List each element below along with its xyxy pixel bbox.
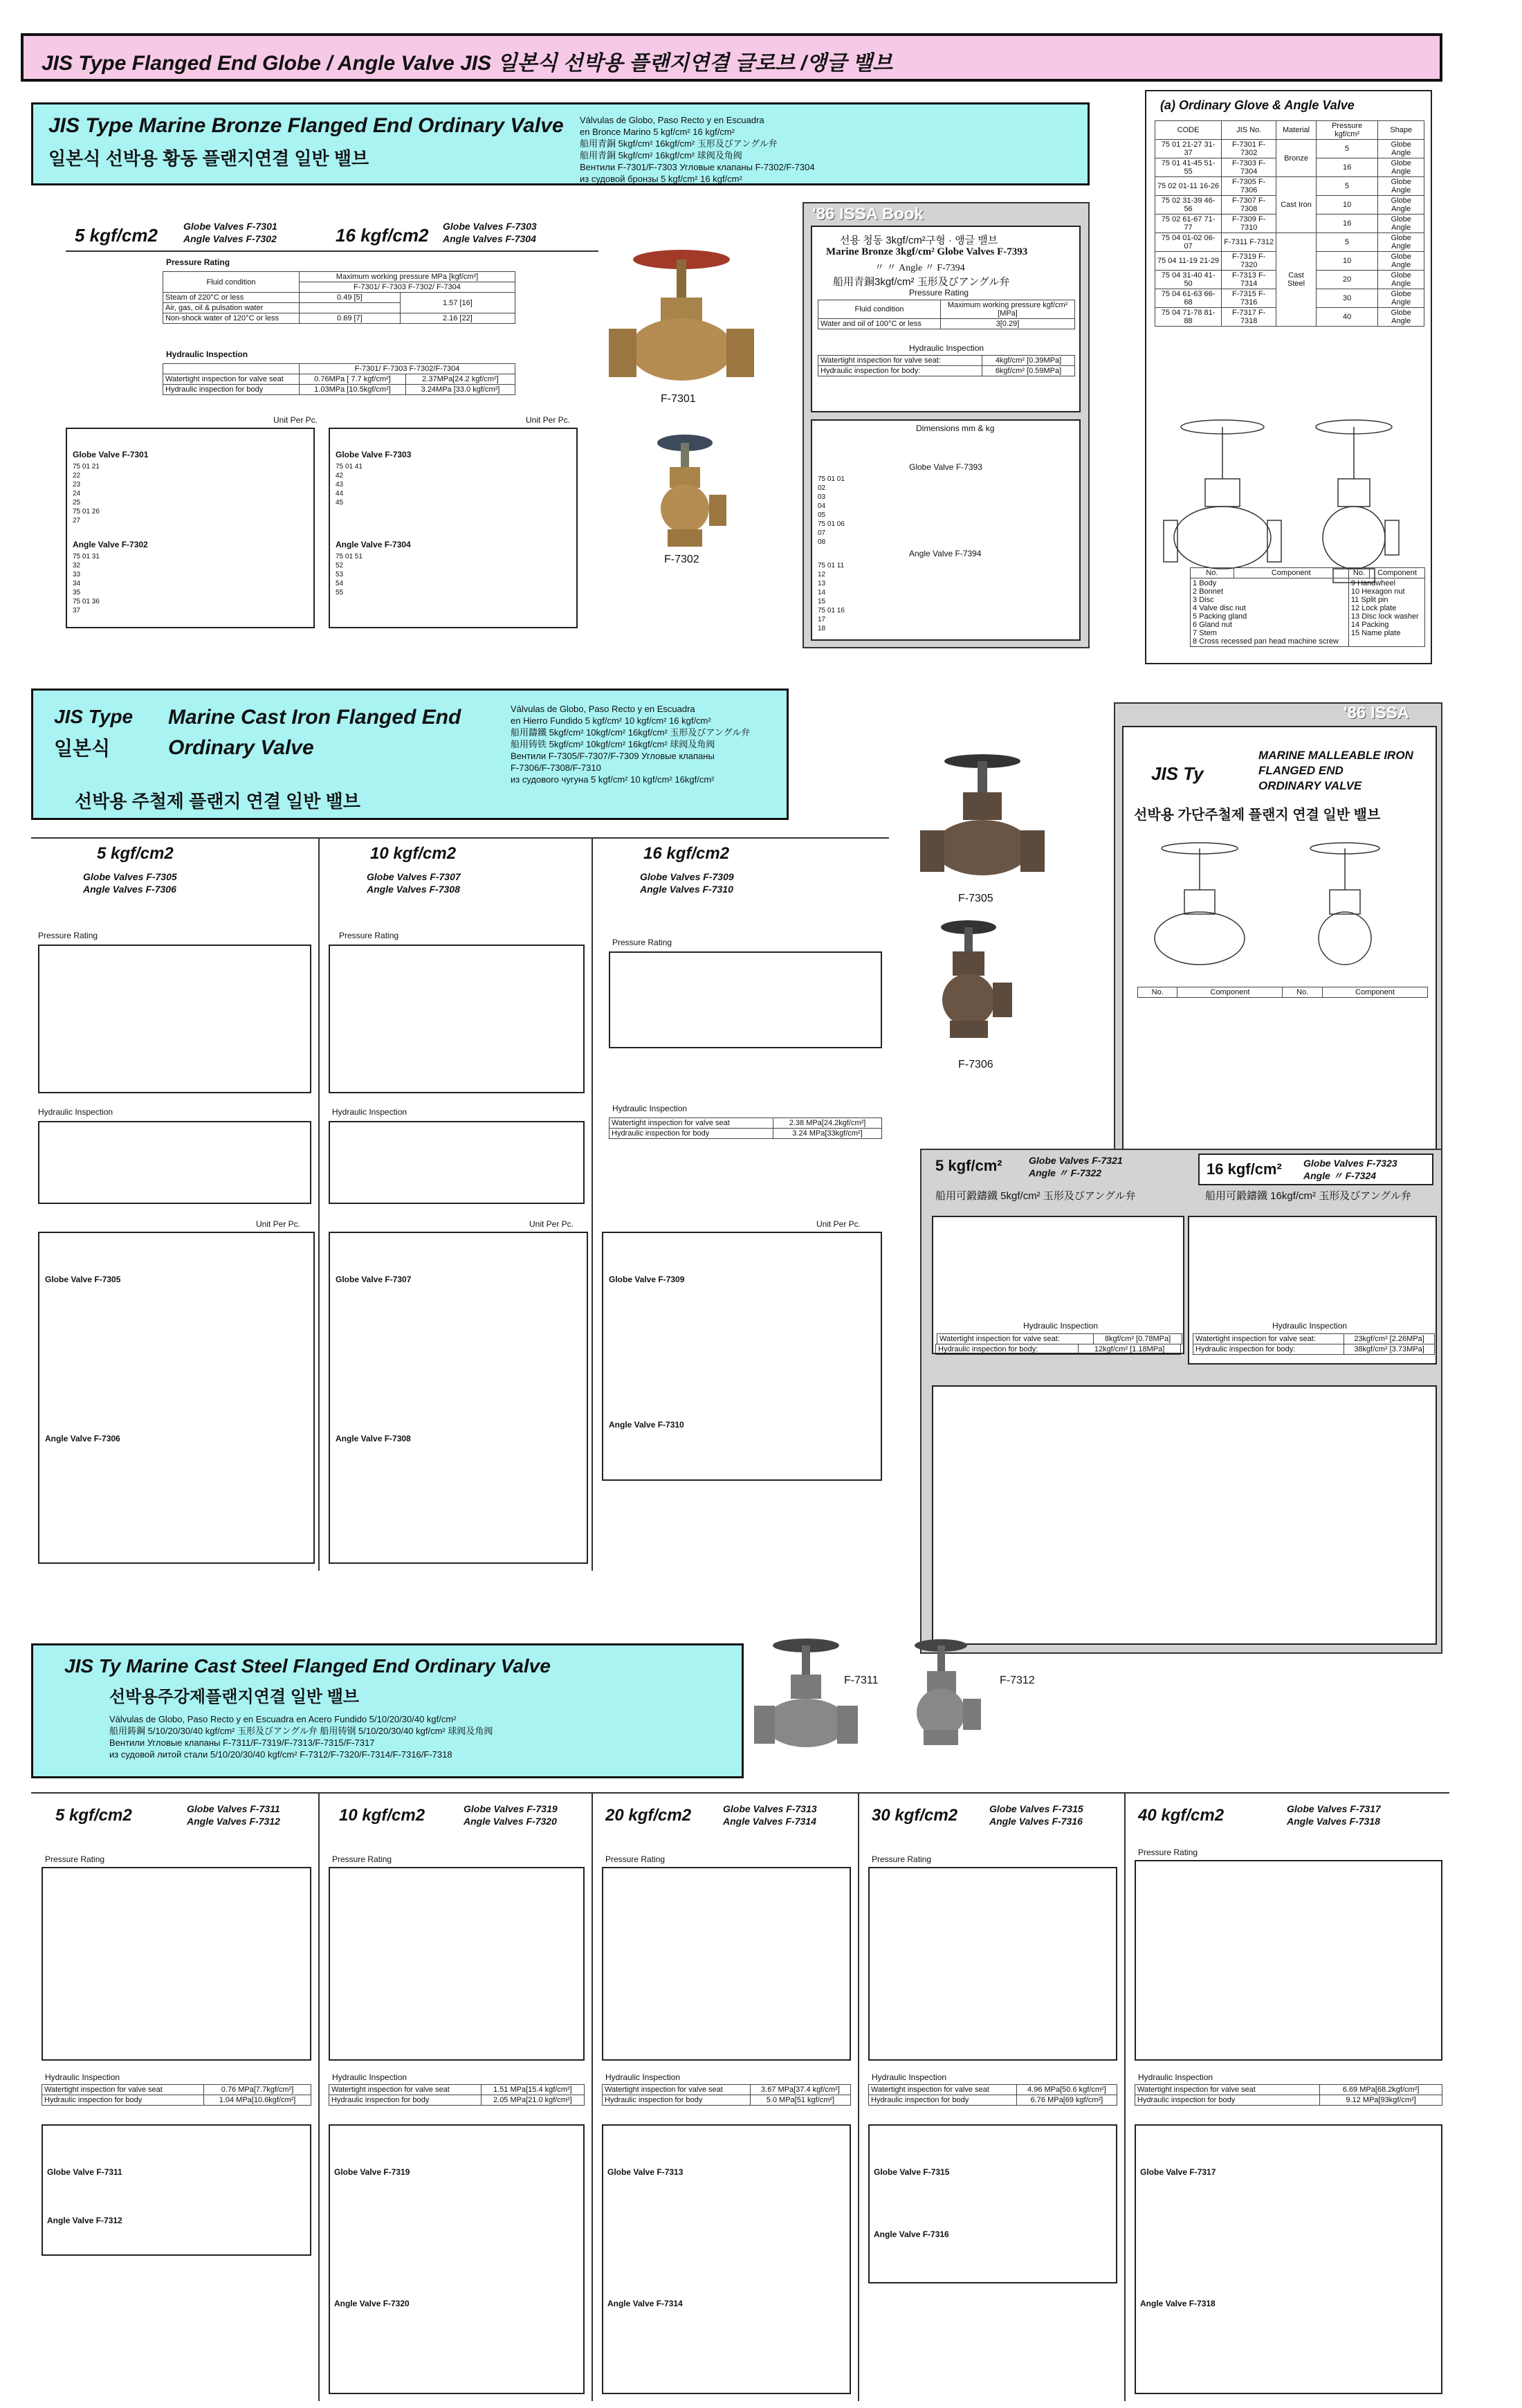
malleable-5-body: Hydraulic inspection for body: 12kgf/cm² [1.18MPa] (935, 1344, 1181, 1355)
bronze-hydraulic-table: F-7301/ F-7303 F-7302/F-7304 Watertight inspection for valve seat 0.76MPa [ 7.7 kgf/cm²] 2.37MPa[24.2 kgf/cm²] Hydraulic inspection for body 1.03MPa [10.5kgf/cm²] 3.24MPa [33.0 kgf/cm²] (163, 363, 515, 395)
castiron-16-pressure-table (609, 951, 882, 1048)
ordinary-parts-table: No. Component No. Component 1 Body 2 Bonnet 3 Disc 4 Valve disc nut 5 Packing gland 6 Gland nut 7 Stem 8 Cross recessed pan head machine screw 9 Handwheel 10 Hexagon nut 11 Split pin 12 Lock plate 13 Disc lock washer 14 Packing 15 Name plate (1190, 567, 1425, 647)
bronze-title: JIS Type Marine Bronze Flanged End Ordinary Valve (48, 114, 564, 137)
castiron-10-valves: Globe Valves F-7307 Angle Valves F-7308 (367, 871, 461, 895)
page-banner (21, 33, 1442, 82)
bronze-16-label: 16 kgf/cm2 (336, 225, 429, 246)
castiron-5-valves: Globe Valves F-7305 Angle Valves F-7306 (83, 871, 177, 895)
castiron-10-dim-table: Globe Valve F-7307 Angle Valve F-7308 (329, 1232, 588, 1564)
castiron-16-valves: Globe Valves F-7309 Angle Valves F-7310 (640, 871, 734, 895)
castiron-5-hydraulic-table (38, 1121, 311, 1204)
malleable-drawings (1137, 834, 1428, 973)
caststeel-header: JIS Ty Marine Cast Steel Flanged End Ordinary Valve 선박용주강제플랜지연결 일반 밸브 Válvulas de Globo, Paso Recto y en Escuadra en Acero Fundido 5/10/20/30/40 kgf/cm² 船用鋳鋼 5/10/20/30/40 kgf/cm² 玉形及びアングル弁 船用铸钢 5/10/20/30/40 kgf/cm² 球阀及角阀 Вентили Угловые клапаны F-7311/F-7319/F-7313/F-7315/F-7317 из судовой литой стали 5/10/20/30/40 kgf/cm² F-7312/F-7320/F-7314/F-7316/F-7318 (31, 1643, 744, 1778)
ordinary-valve-panel: (a) Ordinary Glove & Angle Valve CODE JIS No. Material Pressure kgf/cm² Shape 75 01 21-27 31-37 F-7301 F-7302 Bronze 5 Globe Angle 75 01 41-45 51-55 F-7303 F-7304 16 Globe Angle 75 02 01-11 16-26 F-7305 F-7306 Cast Iron 5 Globe Angle 75 02 31-39 46-56 F-7307 F-7308 10 Globe Angle 75 02 61-67 71-77 F-7309 F-7310 16 Globe Angle 75 04 01-02 06-07 F-7311 F-7312 Cast Steel 5 Globe Angle 75 04 11-19 21-29 F-7319 F-7320 10 Globe Angle 75 04 31-40 41-50 F-7313 F-7314 20 Globe Angle 75 04 61-63 66-68 F-7315 F-7316 30 Globe Angle 75 04 71-78 81-88 F-7317 F-7318 40 Globe Angle (1145, 90, 1432, 664)
castiron-globe-valve-image (913, 747, 1052, 886)
bronze-pressure-table: Fluid condition Maximum working pressure MPa [kgf/cm²] F-7301/ F-7303 F-7302/ F-7304 Steam of 220°C or less 0.49 [5] 1.57 [16] Air, gas, oil & pulsation water Non-shock water of 120°C or less 0.69 [7] 2.16 [22] (163, 271, 515, 324)
malleable-data-panel: 5 kgf/cm² Globe Valves F-7321 Angle 〃 F-7322 船用可鍛鑄鐵 5kgf/cm² 玉形及びアングル弁 16 kgf/cm² Globe Valves F-7323 Angle 〃 F-7324 船用可鍛鑄鐵 16kgf/cm² 玉形及びアングル弁 Hydraulic Inspection Watertight inspection for valve seat: 8kgf/cm² [0.78MPa] Hydraulic inspection for body: 12kgf/cm² [1.18MPa] Hydraulic Inspection Watertight inspection for valve seat: 23kgf/cm² [2.26MPa] Hydraulic inspection for body: 38kgf/cm² [3.73MPa] (920, 1149, 1442, 1654)
castiron-5-pressure-table (38, 945, 311, 1093)
bronze-fig2: F-7302 (664, 554, 699, 565)
castiron-16-dim-table: Globe Valve F-7309 Angle Valve F-7310 (602, 1232, 882, 1481)
bronze-5-label: 5 kgf/cm2 (75, 225, 158, 246)
castiron-16-label: 16 kgf/cm2 (643, 844, 730, 863)
bronze-korean: 일본식 선박용 황동 플랜지연결 일반 밸브 (48, 148, 369, 169)
page-title: JIS Type Flanged End Globe / Angle Valve JIS 일본식 선박용 플랜지연결 글로브 /앵글 밸브 (42, 52, 893, 75)
bronze-globe-valve-image (595, 239, 768, 398)
caststeel-angle-valve-image (899, 1633, 989, 1751)
bronze-pressure-rating: Pressure Rating (166, 257, 230, 267)
bronze-hydraulic-label: Hydraulic Inspection (166, 349, 248, 359)
castiron-10-pressure-table (329, 945, 585, 1093)
castiron-16-hydraulic-table: Watertight inspection for valve seat 2.38 MPa[24.2kgf/cm²] Hydraulic inspection for body 3.24 MPa[33kgf/cm²] (609, 1118, 882, 1139)
bronze-unit-left: Unit Per Pc. (273, 415, 318, 425)
bronze-dim-table-5: Globe Valve F-7301 Angle Valve F-7302 75 01 21 22 23 24 25 75 01 26 27 75 01 31 32 33 34 35 75 01 36 37 (66, 428, 315, 628)
bronze-16-valves: Globe Valves F-7303 Angle Valves F-7304 (443, 221, 537, 244)
castiron-angle-valve-image (924, 913, 1020, 1045)
malleable-panel: '86 ISSA JIS Ty MARINE MALLEABLE IRON FLANGED END ORDINARY VALVE 선박용 가단주철제 플랜지 연결 일반 밸브 No. Component No. Component (1114, 702, 1442, 1162)
castiron-10-label: 10 kgf/cm2 (370, 844, 457, 863)
issa-bronze-panel: '86 ISSA Book 선용 청동 3kgf/cm²구형 · 앵글 밸브 Marine Bronze 3kgf/cm² Globe Valves F-7393 〃 〃 Angle 〃 F-7394 船用青銅3kgf/cm² 玉形及びアングル弁 Pressure Rating Fluid condition Maximum working pressure kgf/cm² [MPa] Water and oil of 100°C or less 3[0.29] Hydraulic Inspection Watertight inspection for valve seat: 4kgf/cm² [0.39MPa] Hydraulic inspection for body: 6kgf/cm² [0.59MPa] Dimensions mm & kg Globe Valve F-7393 Angle Valve F-7394 75 01 01 02 03 04 05 75 01 06 07 08 75 01 11 12 13 14 15 75 01 16 17 18 (803, 202, 1090, 648)
bronze-fig1: F-7301 (661, 393, 696, 405)
bronze-header (31, 102, 1090, 185)
castiron-5-label: 5 kgf/cm2 (97, 844, 174, 863)
bronze-angle-valve-image (643, 426, 733, 550)
castiron-header: JIS Type Marine Cast Iron Flanged End 일본식 Ordinary Valve 선박용 주철제 플랜지 연결 일반 밸브 Válvulas de Globo, Paso Recto y en Escuadra en Hierro Fundido 5 kgf/cm² 10 kgf/cm² 16 kgf/cm² 船用鑄鐵 5kgf/cm² 10kgf/cm² 16kgf/cm² 玉形及びアングル弁 船用铸铁 5kgf/cm² 10kgf/cm² 16kgf/cm² 球阀及角阀 Вентили F-7305/F-7307/F-7309 Угловые клапаны F-7306/F-7308/F-7310 из судового чугуна 5 kgf/cm² 10 kgf/cm² 16kgf/cm² (31, 688, 789, 820)
ordinary-table: CODE JIS No. Material Pressure kgf/cm² Shape 75 01 21-27 31-37 F-7301 F-7302 Bronze 5 Globe Angle 75 01 41-45 51-55 F-7303 F-7304 16 Globe Angle 75 02 01-11 16-26 F-7305 F-7306 Cast Iron 5 Globe Angle 75 02 31-39 46-56 F-7307 F-7308 10 Globe Angle 75 02 61-67 71-77 F-7309 F-7310 16 Globe Angle 75 04 01-02 06-07 F-7311 F-7312 Cast Steel 5 Globe Angle 75 04 11-19 21-29 F-7319 F-7320 10 Globe Angle 75 04 31-40 41-50 F-7313 F-7314 20 Globe Angle 75 04 61-63 66-68 F-7315 F-7316 30 Globe Angle 75 04 71-78 81-88 F-7317 F-7318 40 Globe Angle (1155, 120, 1424, 327)
bronze-multilang: Válvulas de Globo, Paso Recto y en Escuadra en Bronce Marino 5 kgf/cm² 16 kgf/cm² 船用青銅 5kgf/cm² 16kgf/cm² 玉形及びアングル弁 船用青銅 5kgf/cm² 16kgf/cm² 球阀及角阀 Вентили F-7301/F-7303 Угловые клапаны F-7302/F-7304 из судовой бронзы 5 kgf/cm² 16 kgf/cm² (580, 115, 815, 184)
bronze-unit-right: Unit Per Pc. (526, 415, 571, 425)
bronze-5-valves: Globe Valves F-7301 Angle Valves F-7302 (183, 221, 277, 244)
bronze-dim-table-16: Globe Valve F-7303 Angle Valve F-7304 75 01 41 42 43 44 45 75 01 51 52 53 54 55 (329, 428, 578, 628)
caststeel-globe-valve-image (751, 1633, 861, 1758)
castiron-5-dim-table: Globe Valve F-7305 Angle Valve F-7306 (38, 1232, 315, 1564)
castiron-10-hydraulic-table (329, 1121, 585, 1204)
malleable-dim-tables (932, 1385, 1437, 1645)
